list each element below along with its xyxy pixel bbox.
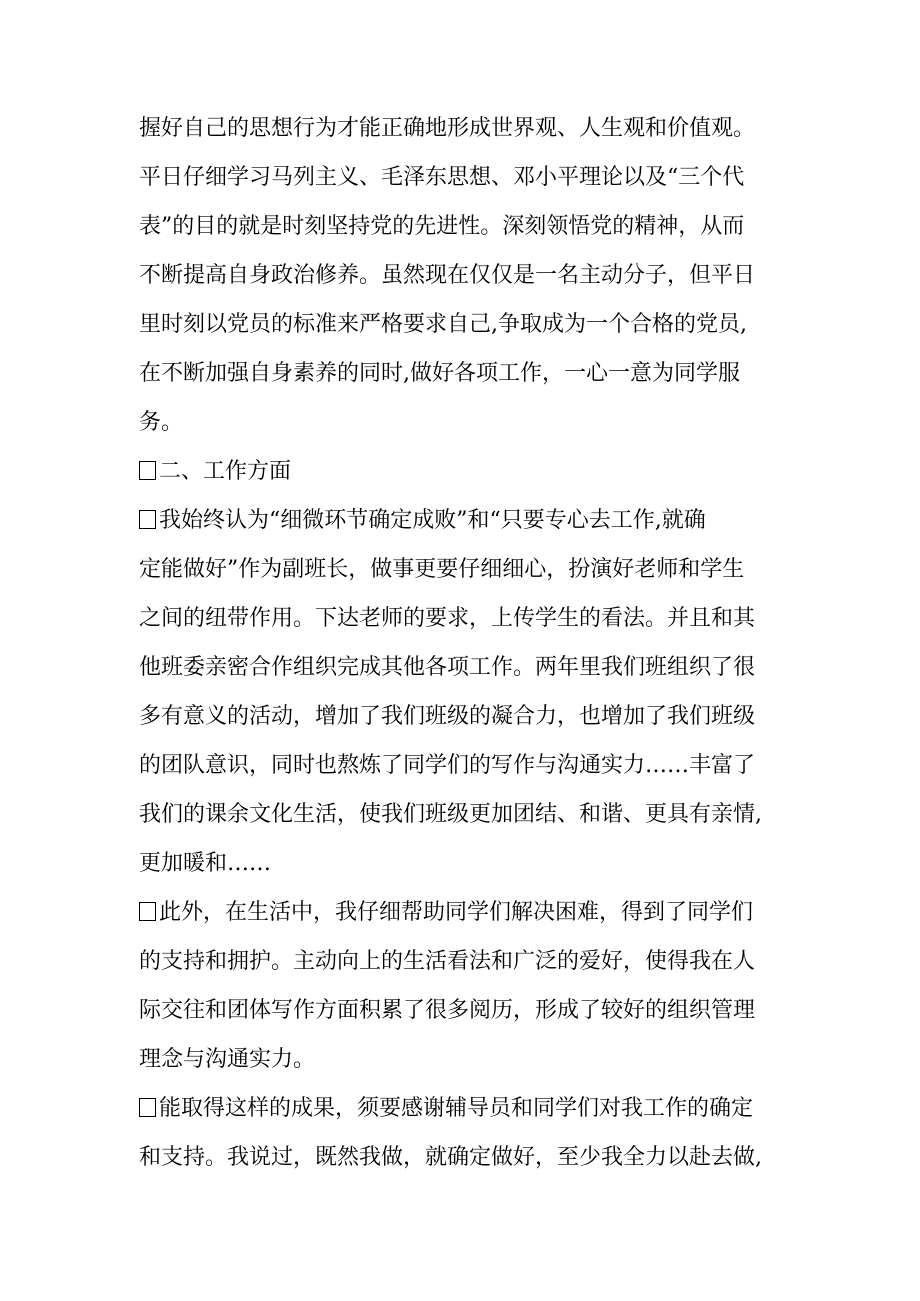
- text-line: [139, 1133, 789, 1182]
- text-line-content: 的支持和拥护。主动向上的生活看法和广泛的爱好，使得我在人: [139, 949, 756, 974]
- text-line-content: 务。: [139, 410, 184, 435]
- text-line: [139, 496, 789, 545]
- text-line-content: 他班委亲密合作组织完成其他各项工作。两年里我们班组织了很: [139, 655, 756, 680]
- text-line: [139, 888, 789, 937]
- text-line-content: 能取得这样的成果，须要感谢辅导员和同学们对我工作的确定: [159, 1096, 754, 1121]
- text-line: [139, 153, 789, 202]
- text-line: [139, 790, 789, 839]
- text-line-content: 定能做好”作为副班长，做事更要仔细细心，扮演好老师和学生: [139, 557, 745, 582]
- checkbox-placeholder-icon: [139, 461, 156, 480]
- document-body: [139, 104, 789, 1182]
- text-line: [139, 202, 789, 251]
- section-heading: [139, 447, 789, 496]
- text-line-content: 之间的纽带作用。下达老师的要求，上传学生的看法。并且和其: [139, 606, 756, 631]
- text-line: [139, 692, 789, 741]
- text-line: [139, 1035, 789, 1084]
- text-line-content: 里时刻以党员的标准来严格要求自己,争取成为一个合格的党员,: [139, 312, 747, 337]
- text-line: [139, 594, 789, 643]
- text-line: [139, 104, 789, 153]
- text-line: [139, 251, 789, 300]
- checkbox-placeholder-icon: [139, 510, 156, 529]
- text-line-content: 握好自己的思想行为才能正确地形成世界观、人生观和价值观。: [139, 116, 756, 141]
- text-line: [139, 839, 789, 888]
- text-line-content: 我们的课余文化生活，使我们班级更加团结、和谐、更具有亲情,: [139, 802, 762, 827]
- text-line-content: 此外，在生活中，我仔细帮助同学们解决困难，得到了同学们: [159, 900, 754, 925]
- text-line: [139, 986, 789, 1035]
- text-line-content: 我始终认为“细微环节确定成败”和“只要专心去工作,就确: [159, 508, 706, 533]
- text-line-content: 多有意义的活动，增加了我们班级的凝合力，也增加了我们班级: [139, 704, 756, 729]
- text-line: [139, 741, 789, 790]
- text-line: [139, 349, 789, 398]
- text-line: [139, 1084, 789, 1133]
- text-line-content: 的团队意识，同时也熬炼了同学们的写作与沟通实力……丰富了: [139, 753, 756, 778]
- text-line-content: 在不断加强自身素养的同时,做好各项工作，一心一意为同学服: [139, 361, 740, 386]
- checkbox-placeholder-icon: [139, 902, 156, 921]
- section-heading-text: 二、工作方面: [159, 459, 292, 484]
- text-line: [139, 300, 789, 349]
- text-line-content: 平日仔细学习马列主义、毛泽东思想、邓小平理论以及“三个代: [139, 165, 745, 190]
- text-line-content: 更加暖和……: [139, 851, 272, 876]
- text-line-content: 理念与沟通实力。: [139, 1047, 316, 1072]
- text-line: [139, 398, 789, 447]
- checkbox-placeholder-icon: [139, 1098, 156, 1117]
- text-line-content: 际交往和团体写作方面积累了很多阅历，形成了较好的组织管理: [139, 998, 756, 1023]
- text-line-content: 表”的目的就是时刻坚持党的先进性。深刻领悟党的精神，从而: [139, 214, 745, 239]
- text-line-content: 不断提高自身政治修养。虽然现在仅仅是一名主动分子，但平日: [139, 263, 756, 288]
- text-line-content: 和支持。我说过，既然我做，就确定做好，至少我全力以赴去做,: [139, 1145, 762, 1170]
- text-line: [139, 545, 789, 594]
- text-line: [139, 937, 789, 986]
- text-line: [139, 643, 789, 692]
